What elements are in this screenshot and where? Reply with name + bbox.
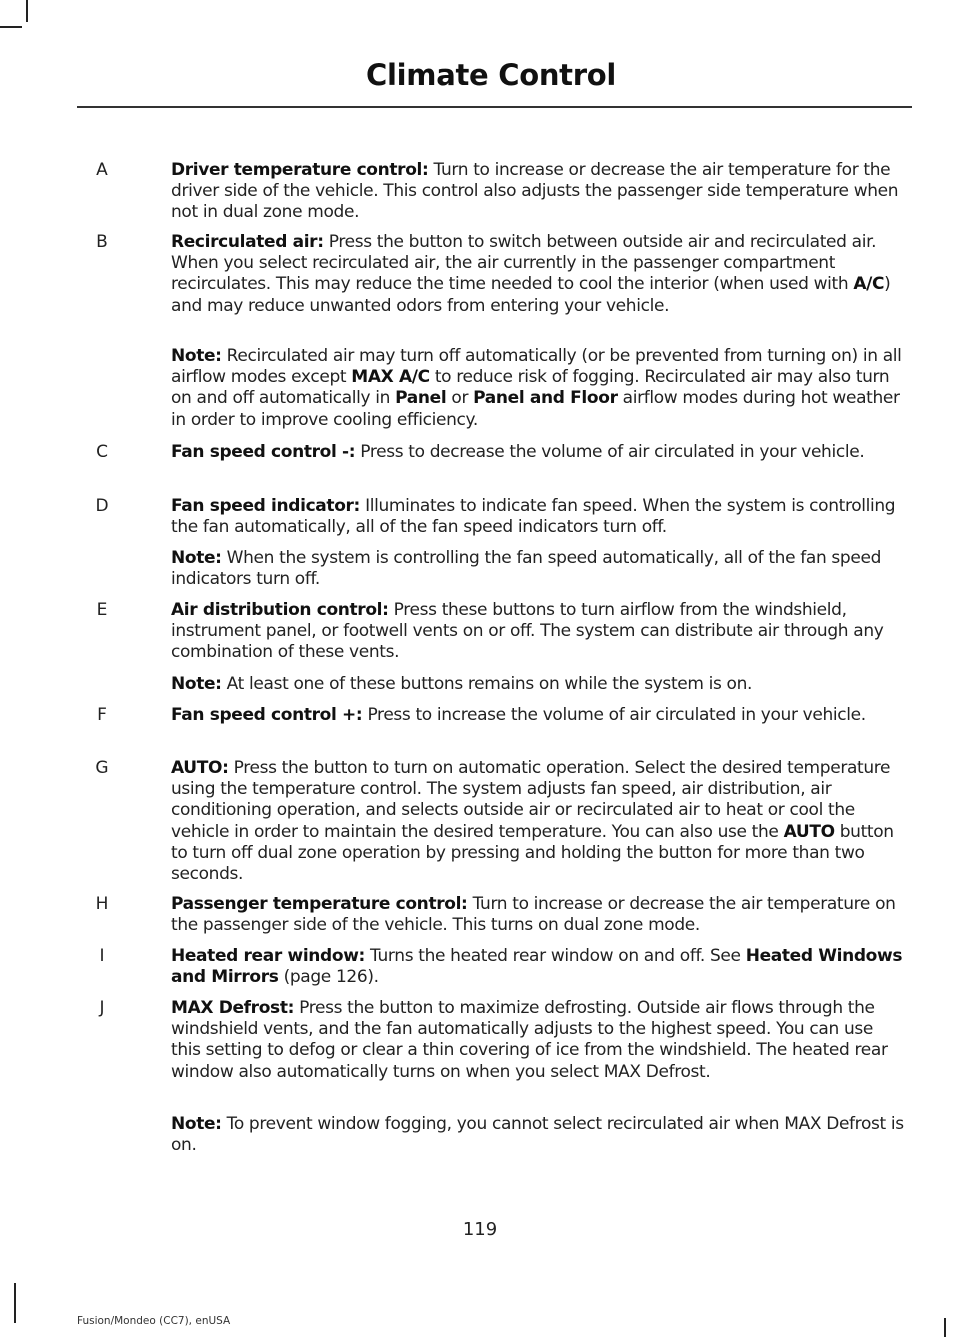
- cross-reference-link[interactable]: Heated Windows and Mirrors: [171, 946, 903, 988]
- page-title: Climate Control: [366, 58, 616, 92]
- entry-letter: G: [95, 758, 109, 778]
- entry-note: [171, 346, 905, 431]
- entry-text: Press the button to switch between outside air and recirculated air. When you select recirculated air, the air currently in the passenger compartment recirculates. This may reduce the time needed to cool the interior (when used with: [171, 232, 877, 295]
- crop-mark-top-left-v: [26, 0, 28, 22]
- entry-body: [171, 160, 905, 224]
- note-text: Recirculated air may turn off automatically (or be prevented from turning on) in all airflow modes except: [171, 346, 902, 388]
- page-number: 119: [462, 1219, 498, 1240]
- entry-text: Press to increase the volume of air circulated in your vehicle.: [362, 705, 866, 725]
- crop-mark-top-left: [0, 26, 22, 28]
- entry-body: [171, 998, 905, 1083]
- entry-body: [171, 946, 905, 988]
- entry-text: Press the button to maximize defrosting. Outside air flows through the windshield vents, and the fan automatically adjusts to the highest speed. You can use this setting to defog or clear a thin covering of ice from the windshield. The heated rear window also automatically turns on when you select MAX Defrost.: [171, 998, 888, 1082]
- entry-body: [171, 894, 905, 936]
- entry-letter: F: [97, 705, 107, 725]
- bold-panel: Panel: [395, 388, 447, 409]
- note-text: to reduce risk of fogging. Recirculated air may also turn on and off automatically in: [171, 367, 890, 409]
- crop-mark-bottom-right: [944, 1318, 946, 1337]
- entry-term: Fan speed control -:: [171, 442, 356, 462]
- entry-text: Turns the heated rear window on and off. See: [365, 946, 746, 966]
- entry-letter: J: [99, 998, 105, 1018]
- note-text: or: [446, 388, 474, 409]
- entry-text: Turn to increase or decrease the air temperature for the driver side of the vehicle. This control also adjusts the passenger side temperature when not in dual zone mode.: [171, 160, 899, 223]
- entry-term: MAX Defrost:: [171, 998, 295, 1018]
- entry-letter: I: [99, 946, 105, 966]
- entry-body: [171, 232, 905, 317]
- entry-letter: A: [96, 160, 108, 180]
- entry-note: [171, 674, 905, 695]
- entry-body: [171, 442, 905, 463]
- bold-max-ac: MAX A/C: [351, 367, 430, 388]
- note-text: airflow modes during hot weather in order to improve cooling efficiency.: [171, 388, 900, 430]
- entry-text: Press the button to turn on automatic operation. Select the desired temperature using the temperature control. The system adjusts fan speed, air distribution, air conditioning operation, and selects outside air or recirculated air to heat or cool the vehicle in order to maintain the desired temperature. You can also use the: [171, 758, 891, 842]
- entry-text: (page 126).: [278, 967, 379, 988]
- entry-term: Fan speed control +:: [171, 705, 363, 725]
- note-text: At least one of these buttons remains on while the system is on.: [221, 674, 753, 694]
- entry-letter: H: [95, 894, 109, 914]
- entry-text: Press these buttons to turn airflow from the windshield, instrument panel, or footwell vents on or off. The system can distribute air through any combination of these vents.: [171, 600, 884, 663]
- entry-term: Driver temperature control:: [171, 160, 429, 180]
- bold-auto: AUTO: [783, 821, 835, 842]
- entry-letter: D: [95, 496, 109, 516]
- entry-note: [171, 548, 905, 590]
- entry-body: [171, 705, 905, 726]
- note-label: Note:: [171, 674, 222, 694]
- entry-term: Passenger temperature control:: [171, 894, 468, 914]
- entry-body: [171, 758, 905, 885]
- entry-body: [171, 600, 905, 664]
- note-text: When the system is controlling the fan speed automatically, all of the fan speed indicators turn off.: [171, 548, 882, 590]
- bold-ac: A/C: [853, 274, 885, 295]
- entry-term: Heated rear window:: [171, 946, 365, 966]
- entry-text: Turn to increase or decrease the air temperature on the passenger side of the vehicle. This turns on dual zone mode.: [171, 894, 896, 936]
- entry-term: AUTO:: [171, 758, 229, 778]
- entry-letter: C: [96, 442, 108, 462]
- entry-term: Recirculated air:: [171, 232, 324, 252]
- header-rule: [77, 106, 912, 108]
- entry-body: [171, 496, 905, 538]
- entry-term: Fan speed indicator:: [171, 496, 361, 516]
- entry-text: Illuminates to indicate fan speed. When the system is controlling the fan automatically, all of the fan speed indicators turn off.: [171, 496, 896, 538]
- entry-letter: B: [96, 232, 108, 252]
- note-text: To prevent window fogging, you cannot select recirculated air when MAX Defrost is on.: [171, 1114, 904, 1156]
- crop-mark-bottom-left: [14, 1283, 16, 1323]
- note-label: Note:: [171, 1114, 222, 1134]
- note-label: Note:: [171, 346, 222, 366]
- entry-note: [171, 1114, 905, 1156]
- note-label: Note:: [171, 548, 222, 568]
- entry-term: Air distribution control:: [171, 600, 389, 620]
- entry-text: button to turn off dual zone operation by pressing and holding the button for more than two seconds.: [171, 821, 894, 885]
- entry-text: ) and may reduce unwanted odors from entering your vehicle.: [171, 274, 891, 316]
- entry-letter: E: [96, 600, 108, 620]
- bold-panel-and-floor: Panel and Floor: [473, 388, 618, 409]
- entry-text: Press to decrease the volume of air circulated in your vehicle.: [355, 442, 865, 462]
- footer-doc-id: Fusion/Mondeo (CC7), enUSA: [77, 1315, 231, 1327]
